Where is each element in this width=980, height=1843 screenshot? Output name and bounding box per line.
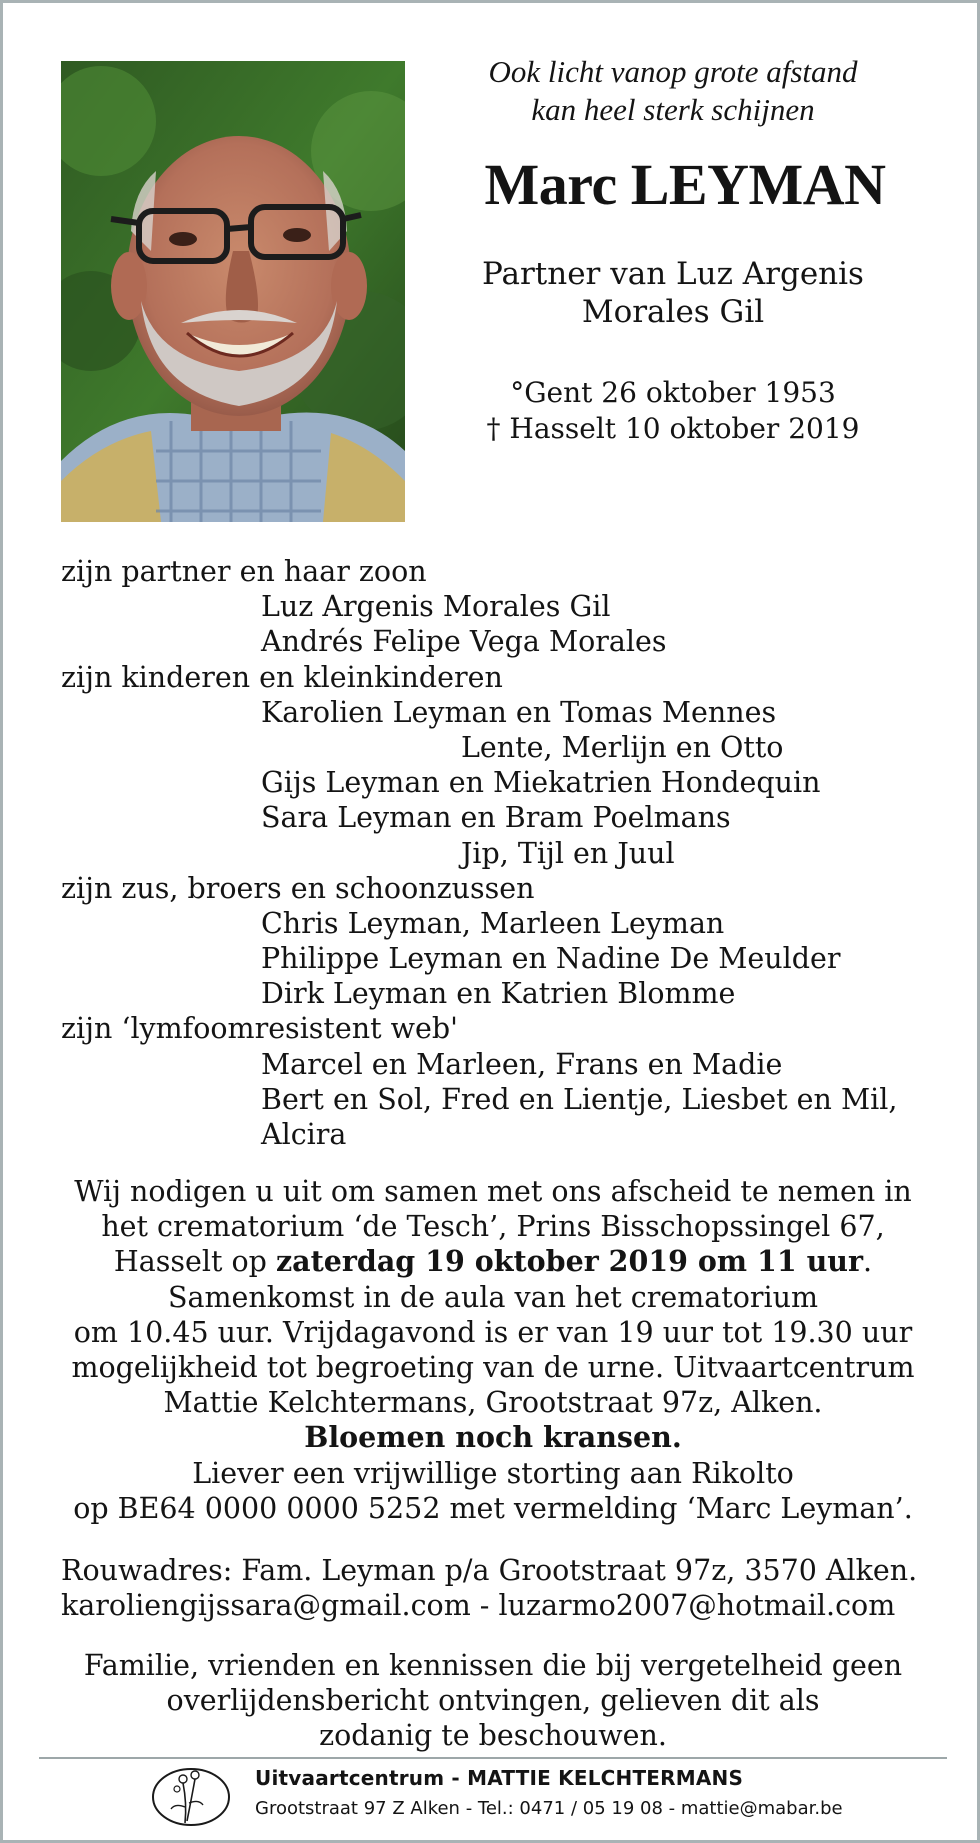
- family-row: Philippe Leyman en Nadine De Meulder: [261, 942, 841, 976]
- family-row: Jip, Tijl en Juul: [461, 836, 675, 870]
- ceremony-line: Samenkomst in de aula van het crematorium: [167, 1280, 818, 1314]
- family-row: Luz Argenis Morales Gil: [261, 590, 611, 624]
- ceremony-line: het crematorium ‘de Tesch’, Prins Bisschopssingel 67,: [101, 1210, 885, 1244]
- death-date: † Hasselt 10 oktober 2019: [486, 412, 860, 445]
- family-row: zijn kinderen en kleinkinderen: [61, 660, 503, 694]
- funeral-home-name: Uitvaartcentrum - MATTIE KELCHTERMANS: [255, 1766, 744, 1790]
- family-row: Bert en Sol, Fred en Lientje, Liesbet en Mil,: [261, 1082, 898, 1116]
- ceremony-line: mogelijkheid tot begroeting van de urne. Uitvaartcentrum: [71, 1351, 915, 1385]
- family-row: Dirk Leyman en Katrien Blomme: [261, 977, 736, 1011]
- mourning-address: [61, 1553, 961, 1623]
- partner-line-1: Partner van Luz Argenis: [482, 256, 864, 292]
- family-row: Marcel en Marleen, Frans en Madie: [261, 1047, 783, 1081]
- address-line: Rouwadres: Fam. Leyman p/a Grootstraat 97z, 3570 Alken.: [61, 1554, 918, 1587]
- family-row: Lente, Merlijn en Otto: [461, 730, 784, 764]
- family-row: Sara Leyman en Bram Poelmans: [261, 801, 731, 835]
- closing-line: zodanig te beschouwen.: [319, 1719, 667, 1753]
- ceremony-line-prefix: Hasselt op: [113, 1245, 276, 1279]
- ceremony-line: op BE64 0000 0000 5252 met vermelding ‘Marc Leyman’.: [73, 1491, 913, 1525]
- footer-divider: [39, 1757, 947, 1759]
- family-list: [61, 554, 941, 1152]
- portrait-photo: [61, 61, 405, 522]
- no-flowers-notice: [43, 1420, 943, 1455]
- family-row: zijn partner en haar zoon: [61, 555, 427, 588]
- ceremony-line: om 10.45 uur. Vrijdagavond is er van 19 uur tot 19.30 uur: [73, 1315, 913, 1349]
- family-row: Chris Leyman, Marleen Leyman: [261, 906, 725, 940]
- ceremony-invitation: [43, 1174, 943, 1526]
- family-row: Gijs Leyman en Miekatrien Hondequin: [261, 766, 821, 800]
- funeral-home-contact: Grootstraat 97 Z Alken - Tel.: 0471 / 05 19 08 - mattie@mabar.be: [255, 1798, 843, 1819]
- funeral-home-logo-icon: [149, 1763, 233, 1831]
- closing-line: overlijdensbericht ontvingen, gelieven dit als: [166, 1684, 820, 1718]
- family-row: Andrés Felipe Vega Morales: [261, 625, 667, 659]
- partner-line-2: Morales Gil: [581, 294, 765, 330]
- portrait-image: [61, 61, 405, 522]
- family-row: zijn ‘lymfoomresistent web': [61, 1012, 458, 1046]
- ceremony-date-time: zaterdag 19 oktober 2019 om 11 uur: [275, 1244, 864, 1279]
- family-row: Alcira: [261, 1118, 347, 1151]
- family-row: zijn zus, broers en schoonzussen: [61, 871, 535, 905]
- closing-line: Familie, vrienden en kennissen die bij vergetelheid geen: [83, 1649, 903, 1682]
- ceremony-line: Liever een vrijwillige storting aan Rikolto: [192, 1456, 794, 1490]
- birth-date: °Gent 26 oktober 1953: [510, 376, 836, 409]
- no-flowers-text: Bloemen noch kransen.: [304, 1420, 682, 1455]
- deceased-name: Marc LEYMAN: [484, 152, 886, 217]
- ceremony-line: Wij nodigen u uit om samen met ons afscheid te nemen in: [74, 1175, 912, 1208]
- email-addresses: karoliengijssara@gmail.com - luzarmo2007@hotmail.com: [61, 1589, 896, 1623]
- motto-line-1: Ook licht vanop grote afstand: [488, 54, 858, 89]
- ceremony-line: [43, 1244, 943, 1279]
- motto-line-2: kan heel sterk schijnen: [531, 92, 815, 127]
- motto: [443, 53, 903, 129]
- closing-note: [43, 1648, 943, 1754]
- life-dates: [443, 375, 903, 447]
- ceremony-line: Mattie Kelchtermans, Grootstraat 97z, Alken.: [163, 1386, 823, 1420]
- partner-info: [443, 255, 903, 331]
- family-row: Karolien Leyman en Tomas Mennes: [261, 695, 777, 729]
- ceremony-line-suffix: .: [863, 1245, 873, 1279]
